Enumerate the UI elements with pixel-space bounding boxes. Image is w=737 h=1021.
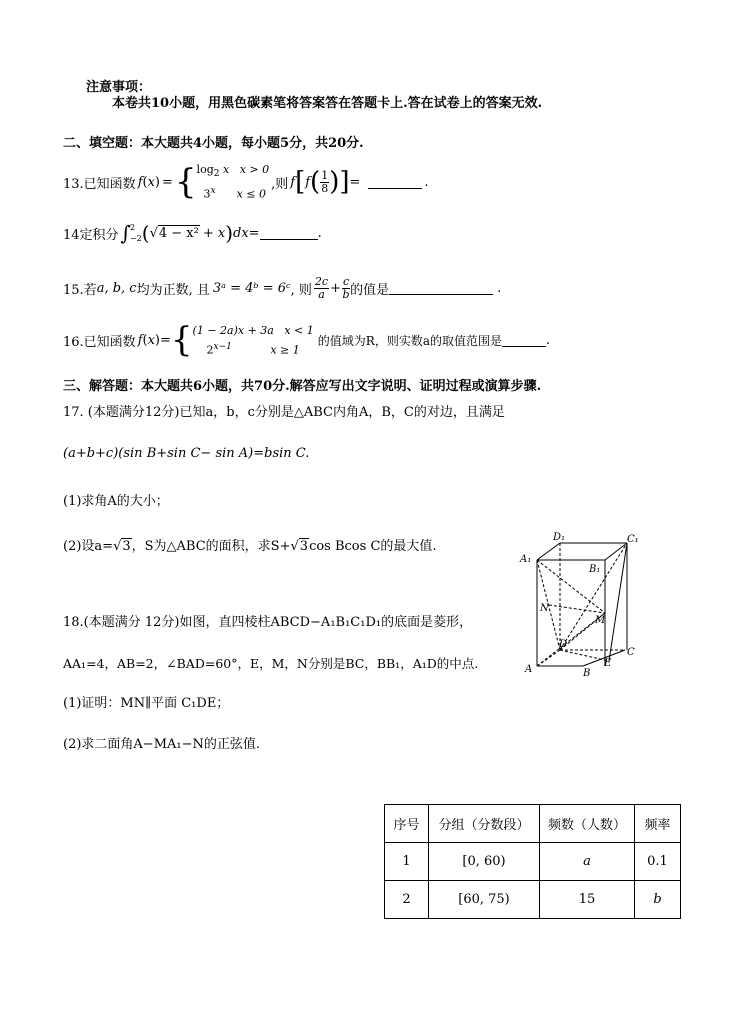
label-N: N	[540, 603, 549, 614]
table-header: 分组（分数段）	[429, 805, 540, 843]
table-cell: [0, 60)	[429, 843, 540, 881]
label-E: E	[604, 658, 612, 669]
q17-part1: (1)求角A的大小；	[63, 494, 169, 509]
table-header: 频数（人数）	[540, 805, 635, 843]
table-row	[385, 843, 681, 881]
table-header-row	[385, 805, 681, 843]
table-header: 频率	[635, 805, 681, 843]
q14-radicand: 4 − x²	[158, 226, 199, 241]
table-row	[385, 881, 681, 919]
q17-part2: (2)设a=√3，S为△ABC的面积，求S+√3cos Bcos C的最大值.	[63, 539, 437, 554]
label-D: D	[559, 639, 568, 650]
q18-line2: AA₁=4，AB=2，∠BAD=60°，E，M，N分别是BC，BB₁，A₁D的中点.	[63, 656, 479, 671]
q13-fraction: $\frac{1}{8}$	[321, 168, 329, 195]
q18-part1: (1)证明：MN∥平面 C₁DE；	[63, 696, 230, 711]
label-B1: B₁	[589, 564, 601, 575]
q13-piecewise: $\log_2 x$ x > 0 3$^x$ x ≤ 0	[196, 163, 270, 201]
question-14: 14定积分 ∫ 2 −2 ( √ 4 − x² + x ) dx= .	[63, 221, 322, 245]
question-15: 15.若 a, b, c 均为正数, 且 3ᵃ = 4ᵇ = 6ᶜ , 则 $\frac{2c}{a}$ + $\frac{c}{b}$ 的值是 .	[63, 274, 502, 301]
table-cell: a	[540, 843, 635, 881]
table-cell: [60, 75)	[429, 881, 540, 919]
q18-line1: 18.(本题满分 12分)如图，直四棱柱ABCD−A₁B₁C₁D₁的底面是菱形，	[63, 615, 473, 630]
question-13: 13.已知函数 f ( x ) = { $\log_2 x$ x > 0 3$^x$ x ≤ 0 ,则 f [ f ( $\frac{1}{8}$ )] = .	[63, 162, 429, 202]
table-cell: 15	[540, 881, 635, 919]
question-16: 16.已知函数 f ( x )= { (1 − 2a)x + 3a x < 1 $2^{x-1}$ x ≥ 1 的值域为R，则实数a的取值范围是 .	[63, 320, 551, 360]
label-D1: D₁	[553, 532, 566, 543]
q15-fraction-1: $\frac{2c}{a}$	[314, 274, 329, 301]
q15-answer-blank[interactable]	[389, 282, 493, 295]
label-C1: C₁	[627, 534, 639, 545]
q14-prefix: 14定积分	[63, 227, 119, 243]
label-A1: A₁	[520, 554, 532, 565]
q14-answer-blank[interactable]	[260, 227, 318, 240]
notice-body: 本卷共10小题，用黑色碳素笔将答案答在答题卡上.答在试卷上的答案无效.	[112, 96, 543, 111]
q14-limits: 2 −2	[129, 223, 142, 243]
q17-line1: 17. (本题满分12分)已知a，b，c分别是△ABC内角A，B，C的对边，且满足	[63, 405, 505, 420]
table-cell: b	[635, 881, 681, 919]
label-C: C	[627, 647, 635, 658]
table-cell: 0.1	[635, 843, 681, 881]
q16-piecewise: (1 − 2a)x + 3a x < 1 $2^{x-1}$ x ≥ 1	[192, 323, 314, 357]
table-header: 序号	[385, 805, 429, 843]
section-3-heading: 三、解答题：本大题共6小题，共70分.解答应写出文字说明、证明过程或演算步骤.	[63, 379, 542, 394]
section-2-heading: 二、填空题：本大题共4小题，每小题5分，共20分.	[63, 136, 364, 151]
frequency-table	[384, 804, 681, 919]
prism-figure	[515, 530, 645, 680]
q17-line2: (a+b+c)(sin B+sin C− sin A)=bsin C.	[63, 446, 310, 461]
label-A: A	[525, 664, 533, 675]
q18-part2: (2)求二面角A−MA₁−N的正弦值.	[63, 737, 261, 752]
q13-prefix: 13.已知函数	[63, 176, 136, 192]
table-cell: 1	[385, 843, 429, 881]
q16-answer-blank[interactable]	[502, 334, 546, 347]
table-cell: 2	[385, 881, 429, 919]
label-M: M	[595, 615, 606, 626]
q13-answer-blank[interactable]	[368, 176, 422, 189]
notice-title: 注意事项：	[86, 80, 152, 95]
q15-fraction-2: $\frac{c}{b}$	[342, 274, 350, 301]
label-B: B	[583, 668, 591, 679]
